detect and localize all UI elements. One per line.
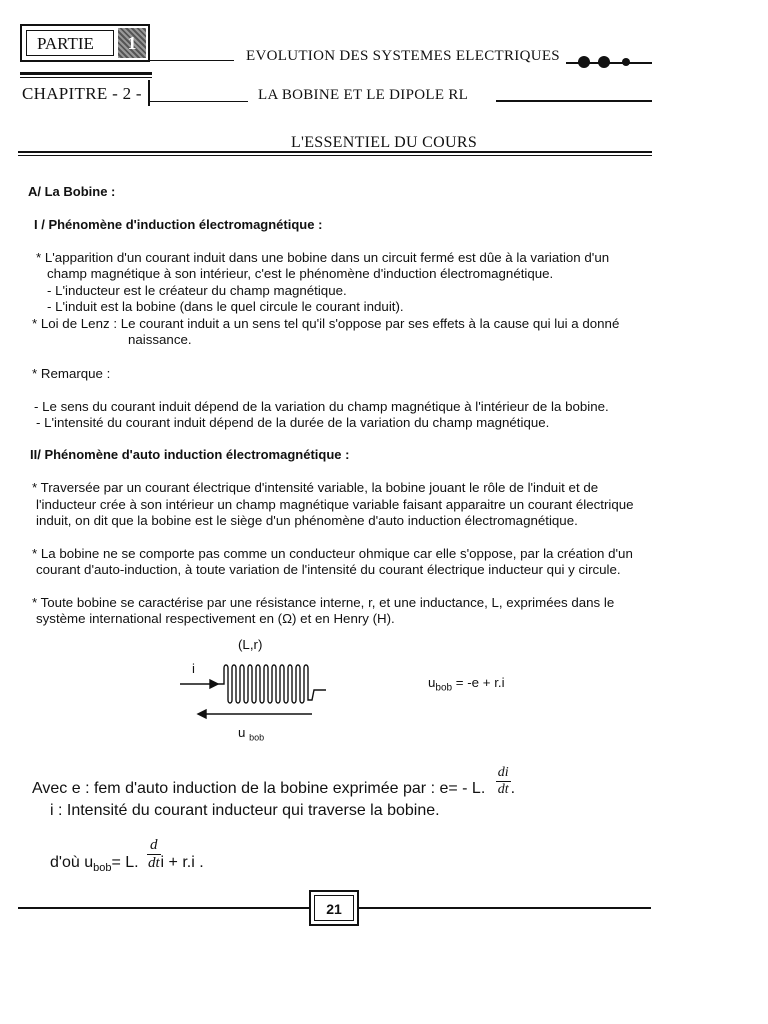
ornament-dot-2 [598,56,610,68]
header-rule-3 [148,101,248,102]
emf-den: dt [497,782,509,797]
footer-rule-right [359,907,651,909]
para2-line-2: courant d'auto-induction, à toute variation de l'intensité du courant électrique inducteur qui y circule. [36,562,621,577]
sub1-line-3: - L'inducteur est le créateur du champ magnétique. [47,283,347,298]
title-rule-bottom [18,155,652,156]
u-end: i + r.i . [160,853,204,871]
sub1-line-5: * Loi de Lenz : Le courant induit a un sens tel qu'il s'oppose par ses effets à la cause qui lui a donné [32,316,620,331]
remark-line-2: - L'intensité du courant induit dépend de la durée de la variation du champ magnétique. [36,415,550,430]
para3-line-2: système international respectivement en (Ω) et en Henry (H). [36,611,395,626]
section-a-title: A/ La Bobine : [28,184,116,199]
ubob-eq-u: u [428,675,436,690]
sub1-line-4: - L'induit est la bobine (dans le quel circule le courant induit). [47,299,404,314]
footer-rule-left [18,907,309,909]
u-mid: = L. [111,853,139,871]
ornament-dot-1 [578,56,590,68]
label-ubob-sub: bob [249,732,265,743]
header-rule-2 [20,72,152,75]
u-fraction [147,837,161,872]
u-prefix: d'où u [50,853,94,871]
page-number: 21 [314,895,354,921]
para1-line-2: l'inducteur crée à son intérieur un champ magnétique variable faisant apparaitre un courant électrique [36,497,634,512]
emf-end: . [510,779,516,797]
voltage-arrow-head [198,710,206,718]
header-rule-1 [150,60,234,61]
page-title: L'ESSENTIEL DU COURS [290,134,478,151]
coil-windings [222,665,326,703]
header-rule-2b [20,77,152,78]
para1-line-3: induit, on dit que la bobine est le siège d'un phénomène d'auto induction électromagnétique. [36,513,578,528]
chapter-bracket [148,80,150,106]
sub1-line-6: naissance. [128,332,192,347]
header-rule-4 [496,100,652,102]
current-definition: i : Intensité du courant inducteur qui traverse la bobine. [50,802,440,819]
partie-number: 1 [118,28,146,58]
para1-line-1: * Traversée par un courant électrique d'intensité variable, la bobine jouant le rôle de l'induit et de [32,480,599,495]
u-sub: bob [93,861,112,874]
title-rule-top [18,151,652,153]
chapter-title: LA BOBINE ET LE DIPOLE RL [258,87,469,103]
emf-definition [32,765,515,798]
page-number-box [309,890,359,926]
emf-fraction [496,765,511,798]
label-ubob [238,725,264,746]
ubob-equation [428,675,505,697]
emf-num: di [497,765,509,780]
sub1-title: I / Phénomène d'induction électromagnétique : [34,217,323,232]
part-title: EVOLUTION DES SYSTEMES ELECTRIQUES [246,48,560,64]
emf-text: Avec e : fem d'auto induction de la bobine exprimée par : e= - L. [32,779,486,797]
coil-diagram [180,660,340,720]
sub1-line-1: * L'apparition d'un courant induit dans une bobine dans un circuit fermé est dûe à la variation d'un [36,250,610,265]
para3-line-1: * Toute bobine se caractérise par une résistance interne, r, et une inductance, L, exprimées dans le [32,595,615,610]
ubob-eq-sub: bob [435,682,453,694]
sub1-line-2: champ magnétique à son intérieur, c'est le phénomène d'induction électromagnétique. [47,266,554,281]
partie-box [20,24,150,62]
label-ubob-main: u [238,725,246,740]
ornament-dot-3 [622,58,630,66]
chapter-label: CHAPITRE - 2 - [22,84,142,103]
u-num: d [147,837,161,855]
remark-label: * Remarque : [32,366,111,381]
remark-line-1: - Le sens du courant induit dépend de la variation du champ magnétique à l'intérieur de la bobine. [34,399,609,414]
u-den: dt [147,855,160,871]
ubob-formula [50,837,204,872]
ubob-eq-rest: = -e + r.i [452,675,505,690]
sub2-title: II/ Phénomène d'auto induction électromagnétique : [30,447,350,462]
partie-label: PARTIE [26,30,114,56]
current-arrow-head [210,680,218,688]
para2-line-1: * La bobine ne se comporte pas comme un conducteur ohmique car elle s'oppose, par la création d'un [32,546,633,561]
label-lr: (L,r) [238,637,263,652]
label-i: i [192,661,195,676]
